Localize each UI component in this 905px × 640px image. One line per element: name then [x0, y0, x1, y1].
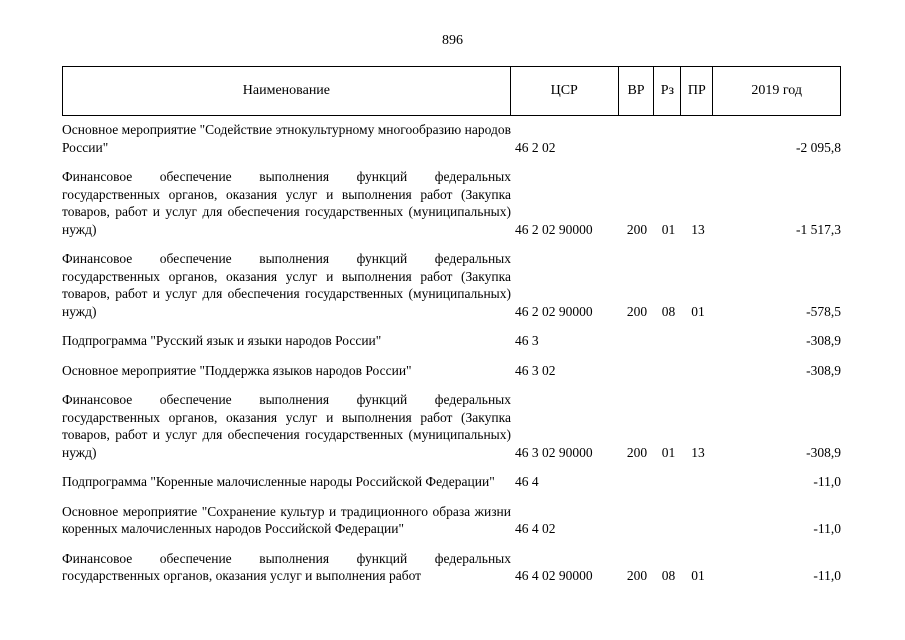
row-csr: 46 4 02: [515, 521, 556, 536]
row-amount: -11,0: [813, 521, 841, 536]
row-amount: -308,9: [806, 333, 841, 348]
header-csr: ЦСР: [511, 67, 619, 115]
row-pr: 01: [691, 568, 705, 583]
table-row: [62, 250, 841, 320]
header-rz: Рз: [654, 67, 681, 115]
table-row: [62, 362, 841, 380]
row-name: Основное мероприятие "Поддержка языков народов России": [62, 362, 412, 378]
row-csr: 46 3: [515, 333, 539, 348]
row-name: Финансовое обеспечение выполнения функций федеральных государственных органов, оказания услуг и выполнения работ (Закупка товаров, работ и услуг для обеспечения государственных (муниципальных) нужд): [62, 251, 511, 319]
table-row: [62, 121, 841, 156]
row-pr: 13: [691, 444, 705, 460]
row-name: Финансовое обеспечение выполнения функций федеральных государственных органов, оказания услуг и выполнения работ: [62, 550, 511, 583]
row-rz: 08: [661, 568, 676, 583]
row-csr: 46 4 02 90000: [515, 568, 593, 583]
row-amount: -2 095,8: [796, 139, 841, 155]
row-csr: 46 2 02 90000: [515, 303, 593, 319]
table-row: [62, 473, 841, 491]
row-rz: 01: [661, 444, 676, 460]
table-row: [62, 391, 841, 461]
row-name: Финансовое обеспечение выполнения функций федеральных государственных органов, оказания услуг и выполнения работ (Закупка товаров, работ и услуг для обеспечения государственных (муниципальных) нужд): [62, 392, 511, 460]
table-row: [62, 332, 841, 350]
row-amount: -578,5: [806, 303, 841, 319]
row-name: Основное мероприятие "Содействие этнокультурному многообразию народов России": [62, 122, 511, 155]
row-csr: 46 2 02: [515, 139, 556, 155]
page-number: 896: [442, 33, 463, 48]
table-header: [62, 66, 841, 116]
header-vr: ВР: [619, 67, 655, 115]
row-vr: 200: [626, 303, 648, 319]
row-name: Подпрограмма "Русский язык и языки народов России": [62, 333, 382, 348]
row-csr: 46 3 02: [515, 362, 556, 378]
row-csr: 46 3 02 90000: [515, 444, 593, 460]
row-pr: 13: [691, 221, 705, 237]
table-row: [62, 550, 841, 585]
row-amount: -308,9: [806, 444, 841, 460]
row-amount: -308,9: [806, 362, 841, 378]
table-row: [62, 168, 841, 238]
row-amount: -11,0: [813, 568, 841, 583]
row-name: Финансовое обеспечение выполнения функций федеральных государственных органов, оказания услуг и выполнения работ (Закупка товаров, работ и услуг для обеспечения государственных (муниципальных) нужд): [62, 169, 511, 237]
row-vr: 200: [626, 221, 648, 237]
table-body: [62, 121, 841, 597]
row-amount: -11,0: [813, 474, 841, 489]
row-vr: 200: [626, 444, 648, 460]
header-pr: ПР: [681, 67, 713, 115]
header-name: Наименование: [63, 67, 511, 115]
row-csr: 46 4: [515, 474, 539, 489]
header-year: 2019 год: [751, 83, 802, 98]
row-pr: 01: [691, 303, 705, 319]
row-name: Основное мероприятие "Сохранение культур и традиционного образа жизни коренных малочисленных народов Российской Федерации": [62, 503, 511, 536]
row-name: Подпрограмма "Коренные малочисленные народы Российской Федерации": [62, 474, 495, 489]
row-rz: 08: [661, 303, 676, 319]
row-amount: -1 517,3: [796, 221, 841, 237]
table-row: [62, 503, 841, 538]
row-vr: 200: [626, 568, 648, 583]
row-rz: 01: [661, 221, 676, 237]
row-csr: 46 2 02 90000: [515, 221, 593, 237]
